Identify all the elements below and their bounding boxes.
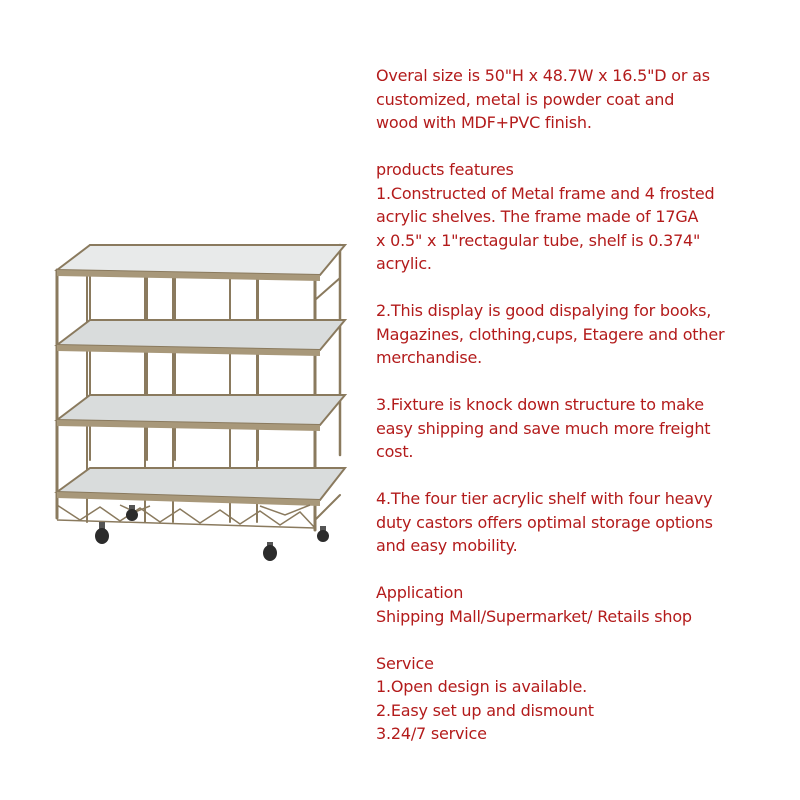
overview-line: Overal size is 50"H x 48.7W x 16.5"D or as (376, 66, 710, 85)
shelf-tier-4 (57, 468, 345, 506)
feature-line: acrylic shelves. The frame made of 17GA (376, 207, 699, 226)
feature-line: easy shipping and save much more freight (376, 418, 711, 438)
overview-line: wood with MDF+PVC finish. (376, 113, 592, 132)
spacer (376, 628, 796, 652)
feature-line: cost. (376, 442, 414, 461)
feature-line: x 0.5" x 1"rectagular tube, shelf is 0.374" (376, 230, 701, 250)
feature-line: 3.Fixture is knock down structure to make (376, 395, 704, 414)
feature-line: 2.This display is good dispalying for books, (376, 301, 712, 320)
shelf-tier-2 (57, 320, 345, 356)
feature-line: acrylic. (376, 254, 432, 273)
castor-wheel (95, 522, 109, 544)
spacer (376, 276, 796, 300)
service-item: 3.24/7 service (376, 724, 487, 743)
application-text: Shipping Mall/Supermarket/ Retails shop (376, 606, 692, 626)
castor-wheel (317, 526, 329, 542)
product-image (45, 230, 365, 570)
application-heading: Application (376, 583, 464, 602)
shelf-tier-1 (57, 245, 345, 281)
service-item: 2.Easy set up and dismount (376, 700, 594, 720)
shelf-tier-3 (57, 395, 345, 431)
feature-line: 1.Constructed of Metal frame and 4 frosted (376, 183, 715, 203)
castor-wheel (263, 542, 277, 561)
spacer (376, 464, 796, 488)
service-heading: Service (376, 653, 434, 673)
spacer (376, 370, 796, 394)
feature-line: merchandise. (376, 348, 483, 367)
feature-line: Magazines, clothing,cups, Etagere and other (376, 324, 725, 344)
service-item: 1.Open design is available. (376, 677, 588, 696)
spacer (376, 135, 796, 159)
base-truss (57, 505, 315, 528)
castor-wheel (126, 505, 138, 521)
overview-line: customized, metal is powder coat and (376, 89, 675, 109)
feature-line: and easy mobility. (376, 536, 518, 555)
feature-line: 4.The four tier acrylic shelf with four heavy (376, 489, 713, 508)
spacer (376, 558, 796, 582)
product-description (376, 64, 796, 746)
features-heading: products features (376, 160, 514, 179)
feature-line: duty castors offers optimal storage options (376, 512, 713, 532)
